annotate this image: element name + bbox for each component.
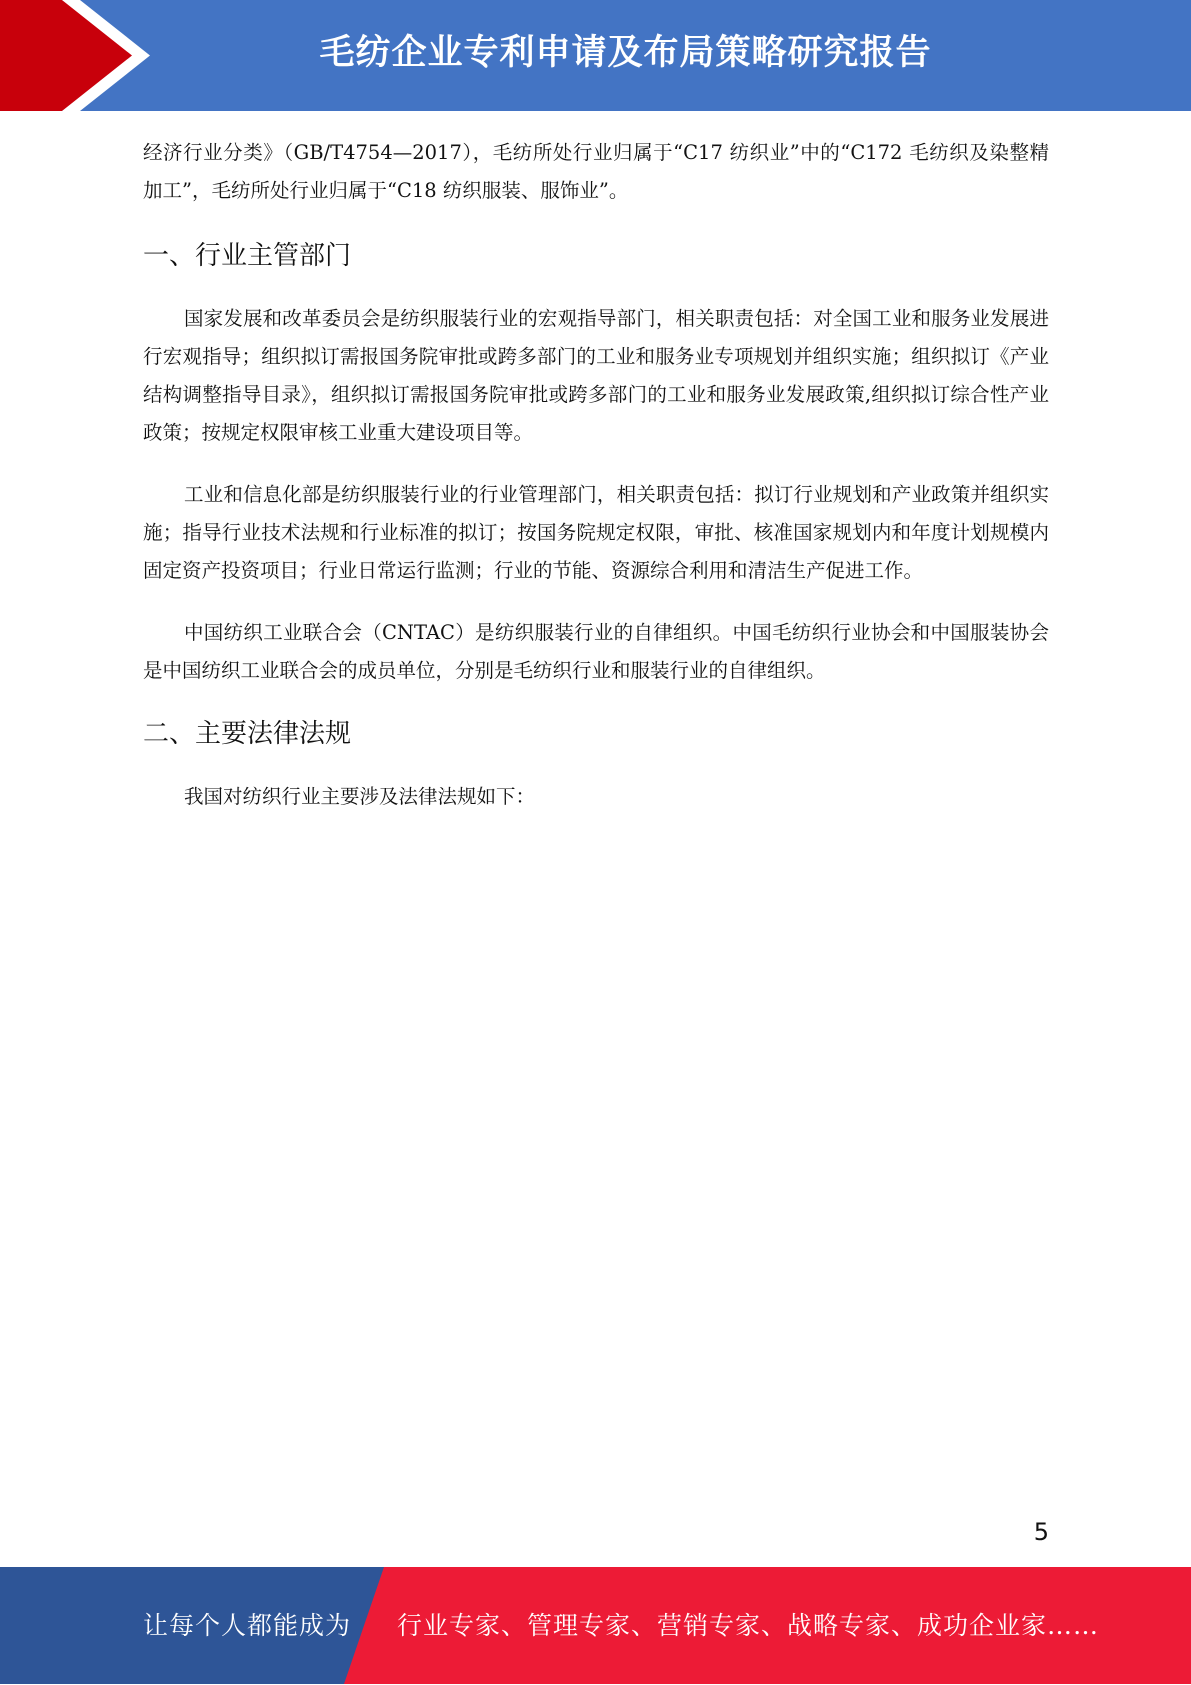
section-heading-laws-regulations: 二、主要法律法规 bbox=[143, 719, 352, 749]
paragraph-miit: 工业和信息化部是纺织服装行业的行业管理部门，相关职责包括：拟订行业规划和产业政策并组织实施；指导行业技术法规和行业标准的拟订；按国务院规定权限，审批、核准国家规划内和年度计划规模内固定资产投资项目；行业日常运行监测；行业的节能、资源综合利用和清洁生产促进工作。 bbox=[143, 483, 1049, 582]
intro-paragraph: 经济行业分类》（GB/T4754—2017），毛纺所处行业归属于“C17 纺织业”中的“C172 毛纺织及染整精加工”，毛纺所处行业归属于“C18 纺织服装、服饰业”。 bbox=[143, 141, 1049, 202]
paragraph-ndrc: 国家发展和改革委员会是纺织服装行业的宏观指导部门，相关职责包括：对全国工业和服务业发展进行宏观指导；组织拟订需报国务院审批或跨多部门的工业和服务业专项规划并组织实施；组织拟订《产业结构调整指导目录》，组织拟订需报国务院审批或跨多部门的工业和服务业发展政策,组织拟订综合性产业政策；按规定权限审核工业重大建设项目等。 bbox=[143, 307, 1049, 444]
paragraph-cntac: 中国纺织工业联合会（CNTAC）是纺织服装行业的自律组织。中国毛纺织行业协会和中国服装协会是中国纺织工业联合会的成员单位，分别是毛纺织行业和服装行业的自律组织。 bbox=[143, 621, 1049, 682]
document-body bbox=[143, 134, 1049, 816]
report-title: 毛纺企业专利申请及布局策略研究报告 bbox=[319, 33, 932, 73]
footer-slogan-left: 让每个人都能成为 bbox=[143, 1611, 352, 1640]
page-footer bbox=[0, 1567, 1191, 1684]
page-number: 5 bbox=[1033, 1518, 1049, 1546]
paragraph-laws-intro: 我国对纺织行业主要涉及法律法规如下： bbox=[184, 785, 536, 808]
section-heading-industry-authorities: 一、行业主管部门 bbox=[143, 241, 352, 271]
footer-slogan-right: 行业专家、管理专家、营销专家、战略专家、成功企业家…… bbox=[397, 1611, 1100, 1640]
page-header bbox=[0, 0, 1191, 111]
